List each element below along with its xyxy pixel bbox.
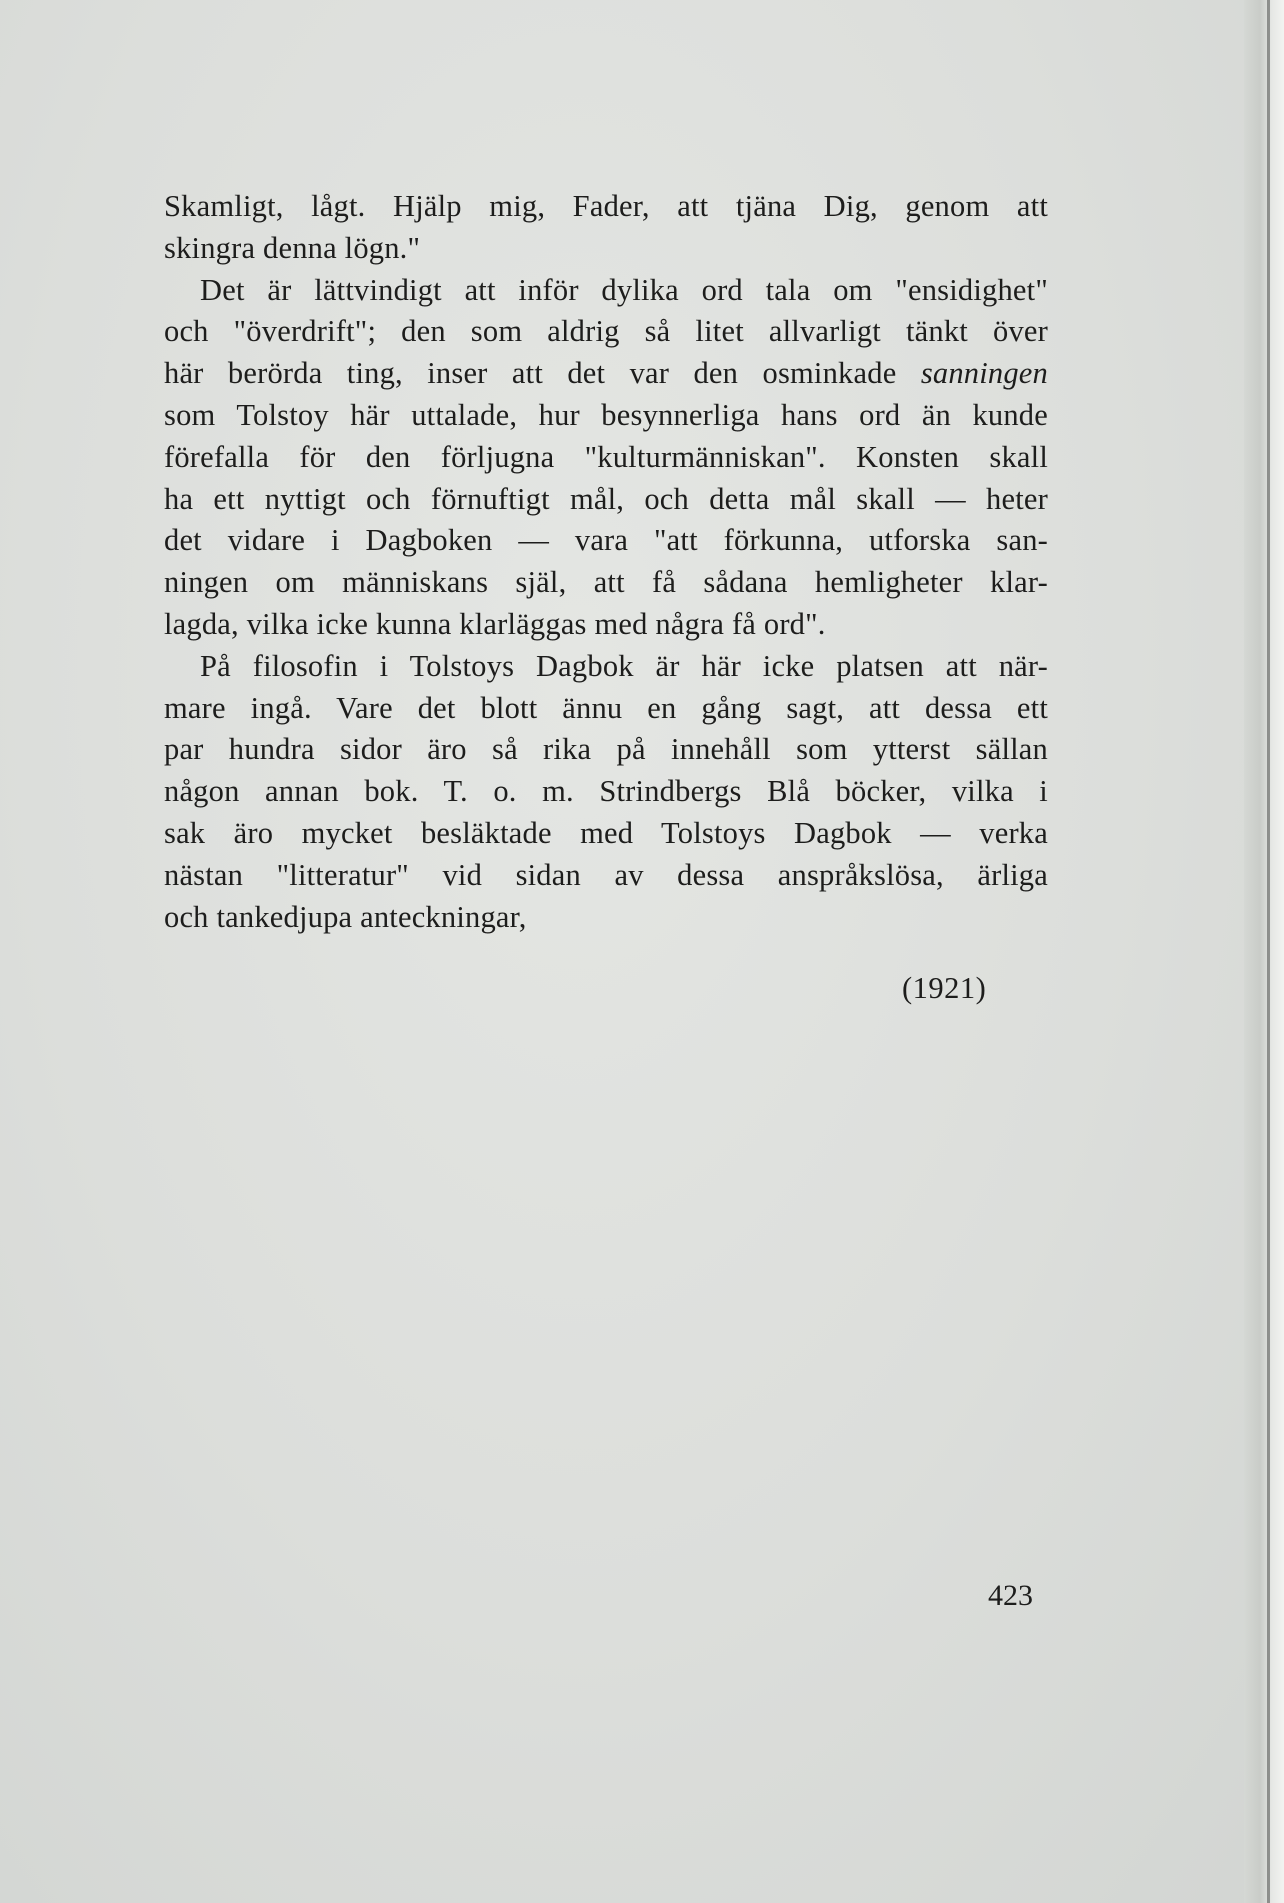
text-line: sak äro mycket besläktade med Tolstoys Dagbok — verka <box>164 815 1048 850</box>
italic-word: sanningen <box>920 356 1048 391</box>
text-line: förefalla för den förljugna "kulturmänniskan". Konsten skall <box>164 439 1048 474</box>
date-note: (1921) <box>902 971 987 1005</box>
page-number: 423 <box>988 1579 1033 1612</box>
page-gutter <box>1244 0 1284 1903</box>
text-line: som Tolstoy här uttalade, hur besynnerliga hans ord än kunde <box>164 397 1048 432</box>
text-line-with-italic <box>164 353 1048 395</box>
text-line: och "överdrift"; den som aldrig så litet allvarligt tänkt över <box>164 314 1048 349</box>
text-line: Det är lättvindigt att inför dylika ord tala om "ensidighet" <box>200 272 1048 307</box>
text-line: par hundra sidor äro så rika på innehåll som ytterst sällan <box>164 732 1048 767</box>
text-line: ningen om människans själ, att få sådana hemligheter klar- <box>164 565 1048 600</box>
text-line: och tankedjupa anteckningar, <box>164 899 527 934</box>
text-line: lagda, vilka icke kunna klarläggas med några få ord". <box>164 606 826 641</box>
body-text <box>164 186 1048 938</box>
text-line: ha ett nyttigt och förnuftigt mål, och detta mål skall — heter <box>164 481 1048 516</box>
text-line: någon annan bok. T. o. m. Strindbergs Blå böcker, vilka i <box>164 774 1048 809</box>
gutter-edge-line <box>1267 0 1270 1903</box>
text-line: mare ingå. Vare det blott ännu en gång sagt, att dessa ett <box>164 690 1048 725</box>
text-line: nästan "litteratur" vid sidan av dessa anspråkslösa, ärliga <box>164 857 1048 892</box>
text-line: det vidare i Dagboken — vara "att förkunna, utforska san- <box>164 523 1048 558</box>
text-line: Skamligt, lågt. Hjälp mig, Fader, att tjäna Dig, genom att <box>164 189 1048 223</box>
text-line: skingra denna lögn." <box>164 230 421 265</box>
text-line: På filosofin i Tolstoys Dagbok är här icke platsen att när- <box>200 648 1048 683</box>
text-segment: här berörda ting, inser att det var den osminkade <box>164 356 897 391</box>
